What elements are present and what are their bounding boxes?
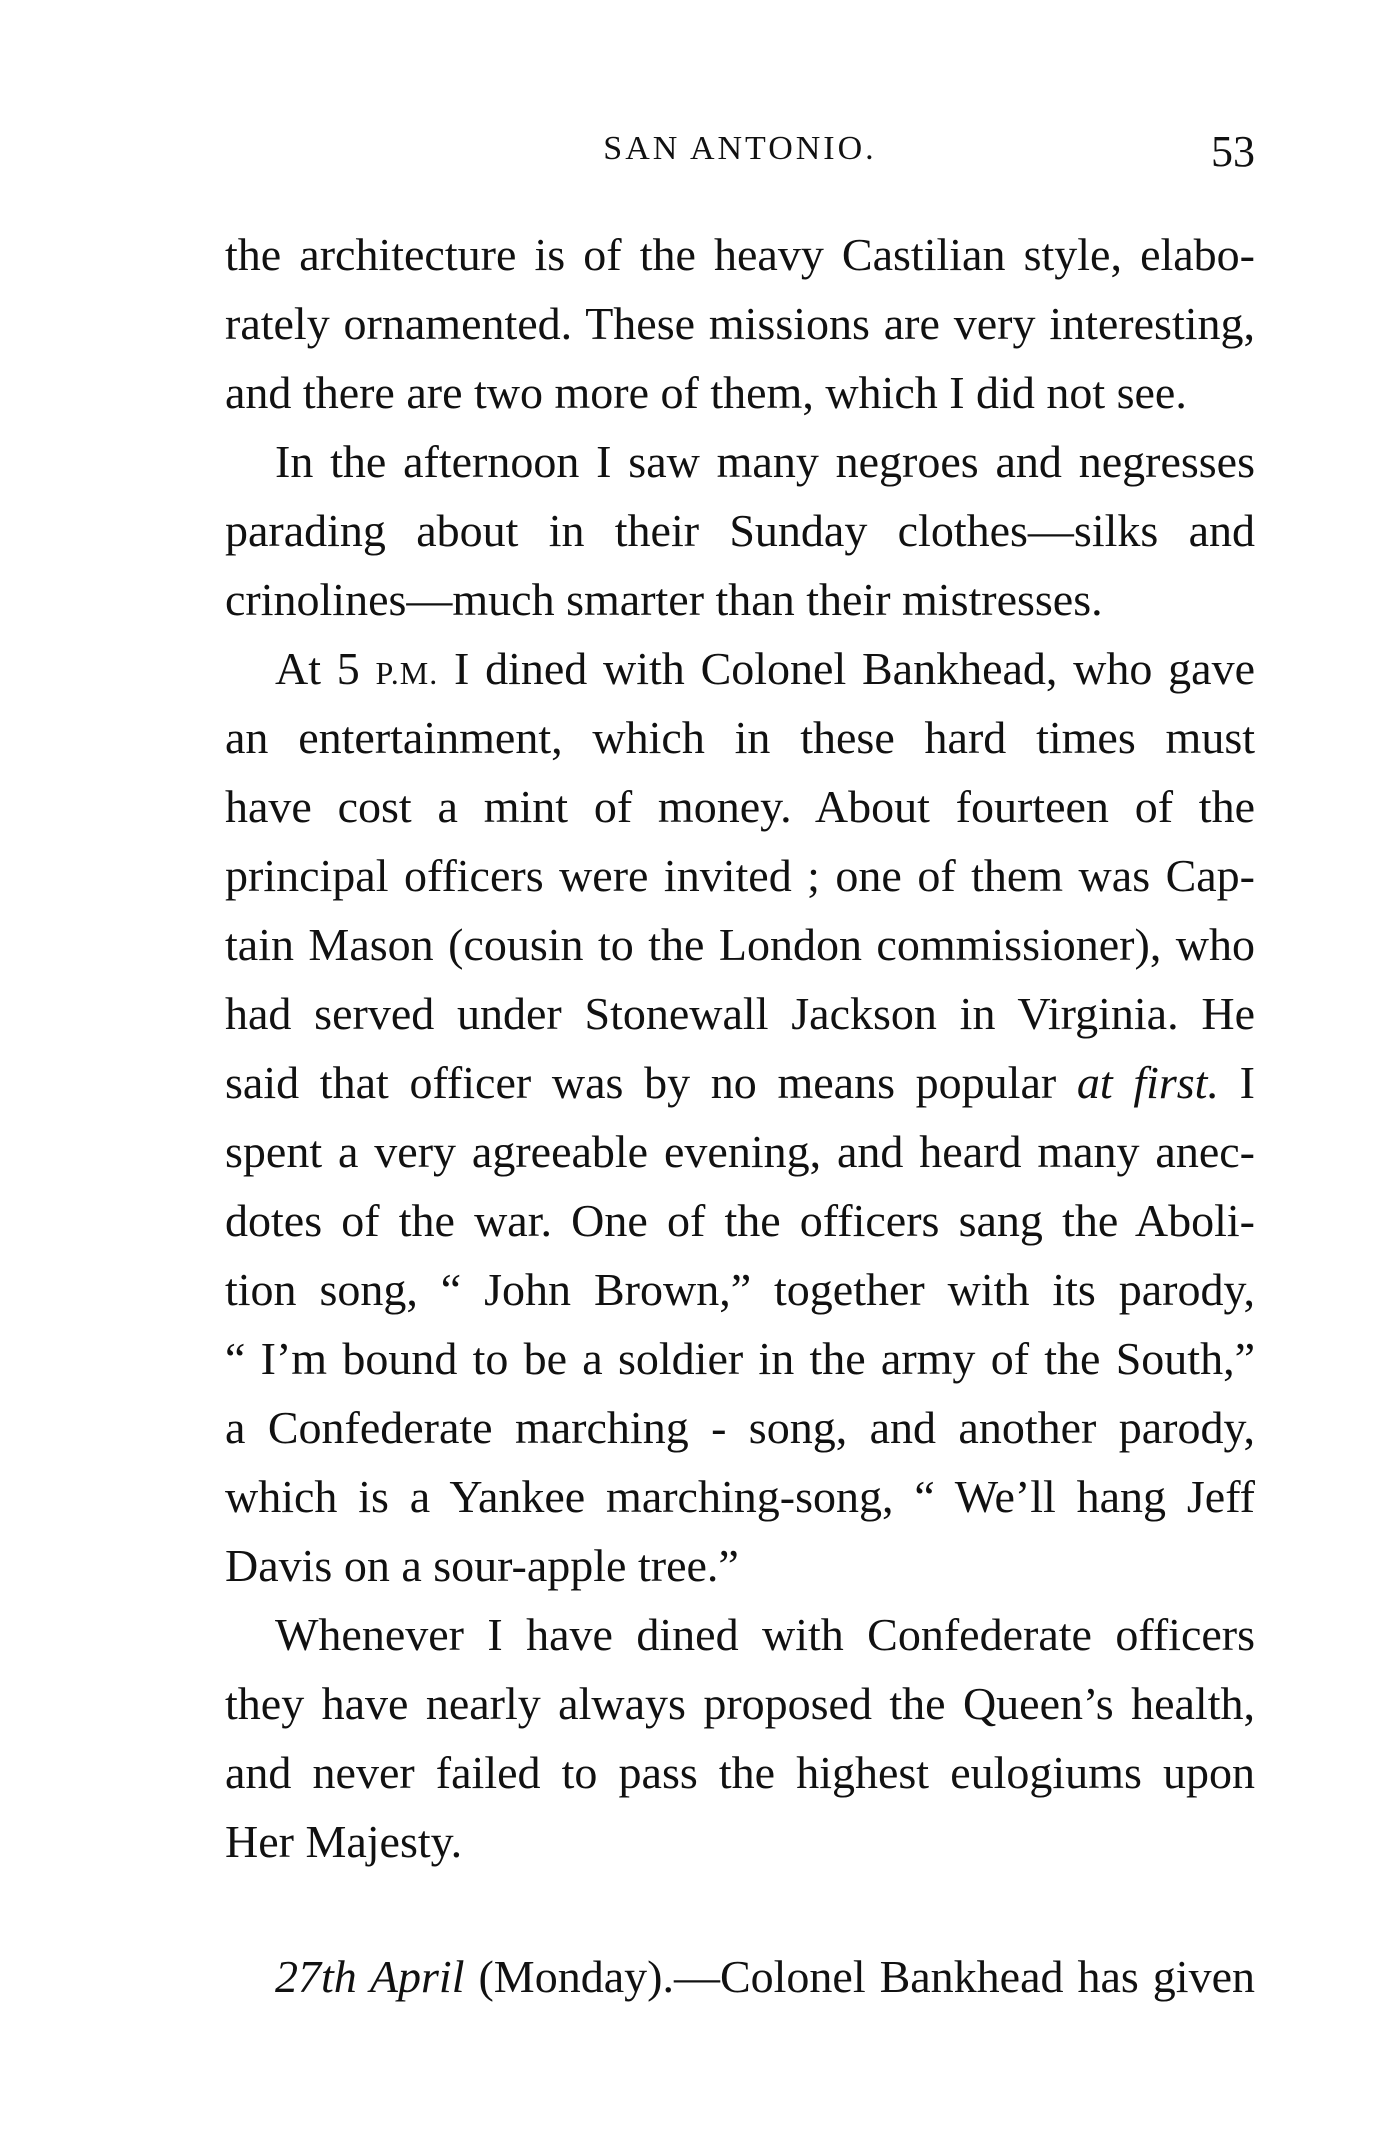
paragraph-gap	[225, 1876, 1255, 1942]
text-run: said that officer was by no means popular	[225, 1057, 1077, 1108]
italic-run: 27th April	[275, 1951, 465, 2002]
text-line: rately ornamented. These missions are very interesting,	[225, 298, 1255, 349]
text-line: crinolines—much smarter than their mistresses.	[225, 574, 1103, 625]
text-run: I	[1218, 1057, 1255, 1108]
text-line: tain Mason (cousin to the London commissioner), who	[225, 919, 1255, 970]
text-line: Her Majesty.	[225, 1816, 463, 1867]
italic-run: at first.	[1076, 1057, 1219, 1108]
text-line	[225, 634, 1255, 703]
page-number: 53	[1211, 127, 1255, 176]
text-line	[225, 1942, 1255, 2011]
text-line: which is a Yankee marching-song, “ We’ll hang Jeff	[225, 1471, 1255, 1522]
text-line: principal officers were invited ; one of them was Cap-	[225, 850, 1255, 901]
text-line: and never failed to pass the highest eulogiums upon	[225, 1747, 1255, 1798]
text-line: tion song, “ John Brown,” together with its parody,	[225, 1264, 1255, 1315]
text-line: Whenever I have dined with Confederate officers	[275, 1609, 1255, 1660]
text-line: had served under Stonewall Jackson in Virginia. He	[225, 988, 1255, 1039]
text-line: dotes of the war. One of the officers sang the Aboli-	[225, 1195, 1255, 1246]
running-title: SAN ANTONIO.	[603, 130, 877, 167]
text-line: the architecture is of the heavy Castilian style, elabo-	[225, 229, 1255, 280]
text-line: In the afternoon I saw many negroes and negresses	[275, 436, 1255, 487]
text-line: they have nearly always proposed the Queen’s health,	[225, 1678, 1255, 1729]
body-text	[225, 220, 1255, 2011]
text-line: “ I’m bound to be a soldier in the army of the South,”	[225, 1333, 1255, 1384]
running-head	[225, 127, 1255, 180]
text-line: and there are two more of them, which I did not see.	[225, 367, 1187, 418]
text-run: At 5	[275, 643, 376, 694]
text-line: parading about in their Sunday clothes—silks and	[225, 505, 1255, 556]
text-line: have cost a mint of money. About fourteen of the	[225, 781, 1255, 832]
text-line	[225, 1048, 1255, 1117]
text-run: I dined with Colonel Bankhead, who gave	[438, 643, 1255, 694]
small-caps-run: P.M.	[375, 655, 439, 691]
text-run: (Monday).—Colonel Bankhead has given	[464, 1951, 1255, 2002]
text-line: an entertainment, which in these hard times must	[225, 712, 1255, 763]
text-line: spent a very agreeable evening, and heard many anec-	[225, 1126, 1255, 1177]
text-line: Davis on a sour-apple tree.”	[225, 1540, 739, 1591]
text-line: a Confederate marching - song, and another parody,	[225, 1402, 1255, 1453]
